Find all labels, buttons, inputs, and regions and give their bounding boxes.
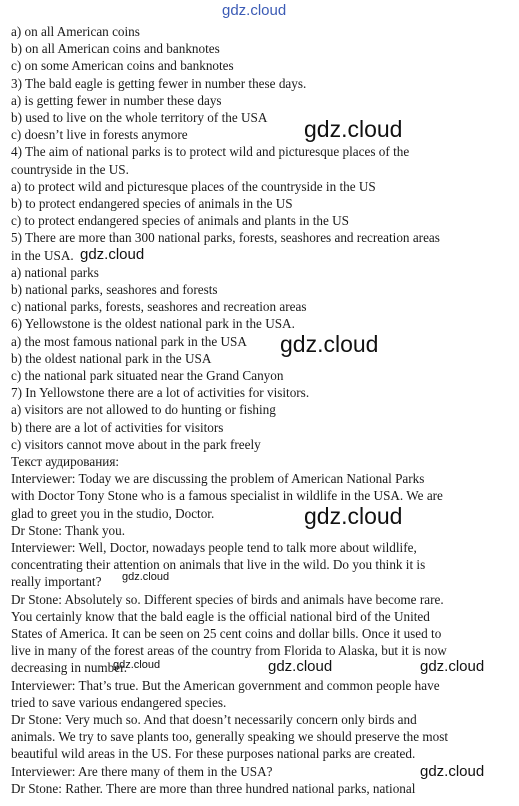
text-line: b) there are a lot of activities for visitors [11,419,224,435]
watermark: gdz.cloud [268,658,333,675]
text-line: tried to save various endangered species. [11,694,227,710]
text-line: with Doctor Tony Stone who is a famous specialist in wildlife in the USA. We are [11,488,443,504]
text-line: Dr Stone: Thank you. [11,522,126,538]
text-line: c) to protect endangered species of animals and plants in the US [11,213,350,229]
text-line: 5) There are more than 300 national parks, forests, seashores and recreation areas [11,230,440,246]
text-line: c) on some American coins and banknotes [11,58,234,74]
text-line: a) national parks [11,264,99,280]
text-line: a) to protect wild and picturesque places of the countryside in the US [11,178,376,194]
text-line: c) doesn’t live in forests anymore [11,127,188,143]
text-line: c) the national park situated near the Grand Canyon [11,368,284,383]
text-line: Interviewer: Well, Doctor, nowadays people tend to talk more about wildlife, [11,540,417,555]
text-line: a) is getting fewer in number these days [11,92,222,108]
text-line: 3) The bald eagle is getting fewer in number these days. [11,75,307,91]
text-line: c) national parks, forests, seashores and recreation areas [11,299,307,315]
watermark: gdz.cloud [80,246,145,263]
text-line: b) national parks, seashores and forests [11,282,218,297]
watermark: gdz.cloud [304,503,403,529]
text-line: 4) The aim of national parks is to protect wild and picturesque places of the [11,144,410,160]
text-line: countryside in the US. [11,161,129,177]
watermark: gdz.cloud [122,571,170,583]
text-line: beautiful wild areas in the US. For these purposes national parks are created. [11,746,416,762]
text-line: Dr Stone: Absolutely so. Different species of birds and animals have become rare. [11,591,444,607]
text-line: You certainly know that the bald eagle is the official national bird of the United [11,608,430,624]
text-line: b) used to live on the whole territory of the USA [11,110,268,125]
text-line: 7) In Yellowstone there are a lot of activities for visitors. [11,385,310,401]
text-line: Текст аудирования: [11,454,120,469]
text-line: Dr Stone: Very much so. And that doesn’t necessarily concern only birds and [11,712,417,727]
text-line: 6) Yellowstone is the oldest national park in the USA. [11,316,295,332]
text-line: a) on all American coins [11,24,140,39]
text-line: really important? [11,574,102,590]
text-line: live in many of the forest areas of the country from Florida to Alaska, but it is now [11,643,447,659]
text-line: animals. We try to save plants too, generally speaking we should preserve the most [11,729,449,745]
text-line: States of America. It can be seen on 25 cent coins and dollar bills. Once it used to [11,626,442,641]
text-line: Interviewer: That’s true. But the American government and common people have [11,677,440,693]
text-line: a) visitors are not allowed to do hunting or fishing [11,402,276,418]
text-line: in the USA. [11,247,74,263]
watermark: gdz.cloud [420,763,485,780]
watermark: gdz.cloud [304,116,403,142]
text-line: c) visitors cannot move about in the park freely [11,436,261,452]
text-line: concentrating their attention on animals that live in the wild. Do you think it is [11,557,426,573]
text-line: Interviewer: Today we are discussing the problem of American National Parks [11,471,425,487]
text-line: b) the oldest national park in the USA [11,350,212,366]
text-line: glad to greet you in the studio, Doctor. [11,505,215,521]
watermark-top: gdz.cloud [222,2,287,19]
watermark: gdz.cloud [113,659,161,671]
watermark: gdz.cloud [280,331,379,357]
text-line: decreasing in number. [11,660,128,676]
text-line: Dr Stone: Rather. There are more than three hundred national parks, national [11,780,416,796]
text-line: Interviewer: Are there many of them in the USA? [11,763,273,779]
watermark: gdz.cloud [420,658,485,675]
text-line: a) the most famous national park in the USA [11,333,247,349]
text-line: b) on all American coins and banknotes [11,41,220,57]
text-line: b) to protect endangered species of animals in the US [11,196,293,211]
